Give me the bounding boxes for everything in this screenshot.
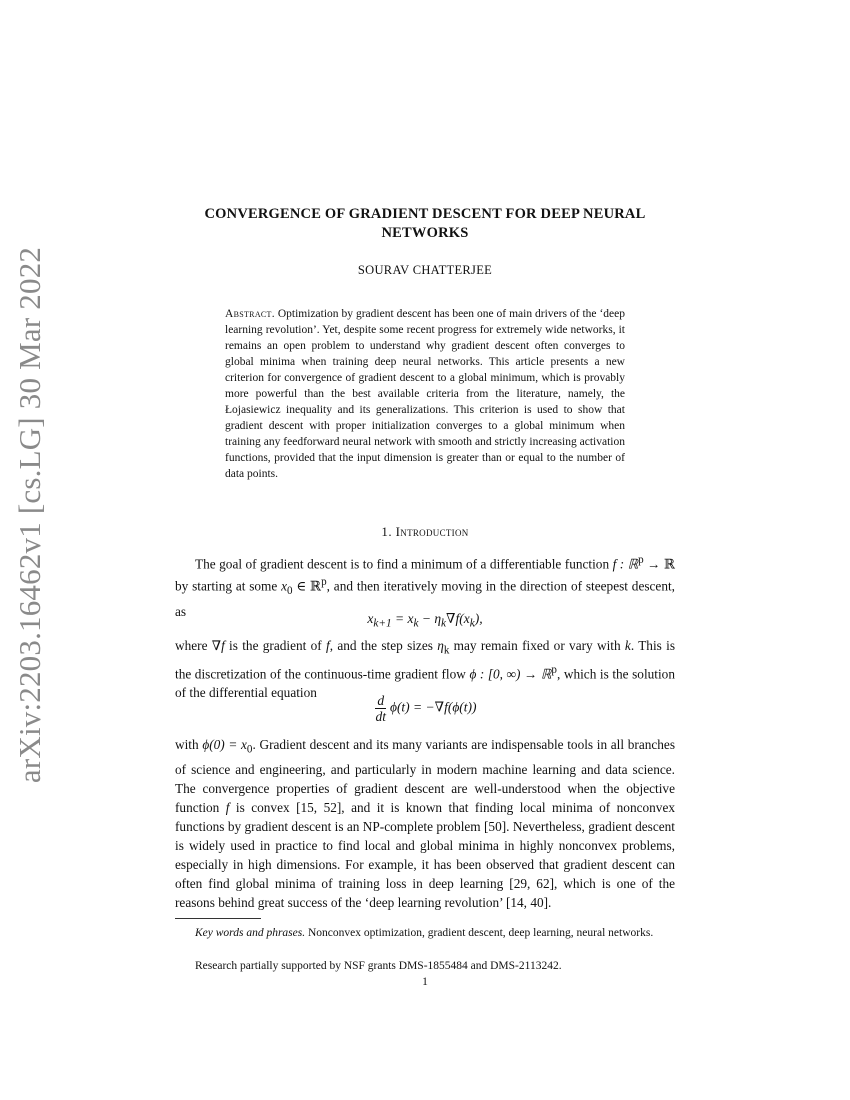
text-run: by starting at some	[175, 578, 282, 594]
title-line-2: NETWORKS	[381, 225, 469, 241]
footnote-rule	[175, 918, 261, 919]
text-run: The goal of gradient descent is to find a minimum of a differentiable function	[195, 556, 613, 572]
eq-body: ϕ(t) = −∇f(ϕ(t))	[389, 699, 477, 715]
title-line-1: CONVERGENCE OF GRADIENT DESCENT FOR DEEP NEURAL	[204, 206, 646, 222]
fraction-numerator: d	[377, 693, 385, 708]
arxiv-side-stamp	[6, 246, 54, 784]
math-sub: 0	[287, 585, 293, 598]
eq-term: ),	[474, 611, 483, 626]
eq-sub: k	[441, 617, 447, 630]
equation-gradient-flow	[175, 693, 675, 724]
text-run: , and then iteratively moving in the direction of steepest descent, as	[175, 578, 675, 619]
arxiv-identifier: arXiv:2203.16462v1 [cs.LG] 30 Mar 2022	[12, 246, 47, 784]
text-run: where	[175, 638, 212, 653]
math-inline: x	[281, 578, 288, 594]
footnote-keywords-label: Key words and phrases.	[195, 927, 306, 939]
text-run: is the gradient of	[224, 638, 326, 653]
text-run: with	[175, 737, 203, 752]
abstract-text: Optimization by gradient descent has been one of main drivers of the ‘deep learning revolution’. Yet, despite some recent progress for extremely wide networks, it remains an open problem to understand why gradient descent often converges to global minima when training deep neural networks. This article presents a new criterion for convergence of gradient descent to a global minimum, which is provably more powerful than the best available criteria from the literature, namely, the Łojasiewicz inequality and its generalizations. This criterion is used to show that gradient descent with proper initialization converges to a global minimum when training any feedforward neural network with smooth and strictly increasing activation functions, provided that the input dimension is greater than or equal to the number of data points.	[225, 308, 626, 480]
eq-term: = x	[391, 611, 414, 626]
math-inline: ϕ : [0, ∞) → ℝ	[469, 666, 552, 682]
footnote-funding: Research partially supported by NSF grants DMS-1855484 and DMS-2113242.	[195, 960, 562, 972]
math-sup: p	[638, 554, 644, 566]
footnote-keywords-text: Nonconvex optimization, gradient descent, deep learning, neural networks.	[305, 927, 654, 939]
eq-sub: k+1	[373, 617, 392, 630]
math-sup: p	[551, 663, 557, 676]
page-number: 1	[422, 976, 428, 988]
math-inline: → ℝ	[643, 556, 675, 572]
derivative-fraction	[373, 693, 388, 724]
math-inline: η	[437, 638, 444, 653]
math-inline: ∇f	[211, 638, 225, 653]
section-heading	[175, 524, 675, 540]
eq-term: x	[367, 611, 374, 626]
author-name: SOURAV CHATTERJEE	[357, 263, 493, 277]
text-run: , which is the solution of the differential equation	[175, 666, 675, 701]
eq-sub: k	[413, 617, 419, 630]
math-inline: ϕ(0) = x	[202, 737, 247, 752]
text-run: . This is the discretization of the continuous-time gradient flow	[175, 638, 675, 682]
section-title: Introduction	[395, 524, 469, 539]
abstract	[225, 306, 625, 482]
math-sub: k	[443, 644, 450, 657]
text-run: may remain fixed or vary with	[449, 638, 625, 653]
eq-term: − η	[418, 611, 442, 626]
math-sub: 0	[246, 743, 253, 756]
text-run: . Gradient descent and its many variants are indispensable tools in all branches of science and engineering, and particularly in modern machine learning and data science. The convergence properties of gradient descent are well-understood when the objective function	[175, 737, 675, 815]
math-inline: f	[225, 799, 230, 815]
math-inline: f	[326, 638, 330, 653]
fraction-denominator: dt	[375, 709, 386, 724]
footnote-keywords	[175, 925, 675, 941]
abstract-label: Abstract.	[225, 308, 275, 320]
math-inline: f : ℝ	[612, 556, 639, 572]
eq-sub: k	[469, 617, 475, 630]
equation-gradient-step	[175, 611, 675, 630]
section-number: 1.	[381, 524, 392, 539]
math-inline: ∈ ℝ	[292, 578, 322, 594]
eq-term: ∇f(x	[446, 611, 470, 626]
text-run: is convex [15, 52], and it is known that finding local minima of nonconvex functions by gradient descent is an NP-complete problem [50]. Nevertheless, gradient descent is widely used in practice to find local and global minima in highly nonconvex problems, especially in high dimensions. For example, it has been observed that gradient descent can often find global minima of training loss in deep learning [29, 62], which is one of the reasons behind great success of the ‘deep learning revolution’ [14, 40].	[175, 799, 675, 910]
text-run: , and the step sizes	[329, 638, 438, 653]
paper-title	[175, 205, 675, 243]
math-sup: p	[321, 576, 327, 589]
paragraph-3	[175, 735, 675, 912]
math-inline: k	[624, 638, 631, 653]
